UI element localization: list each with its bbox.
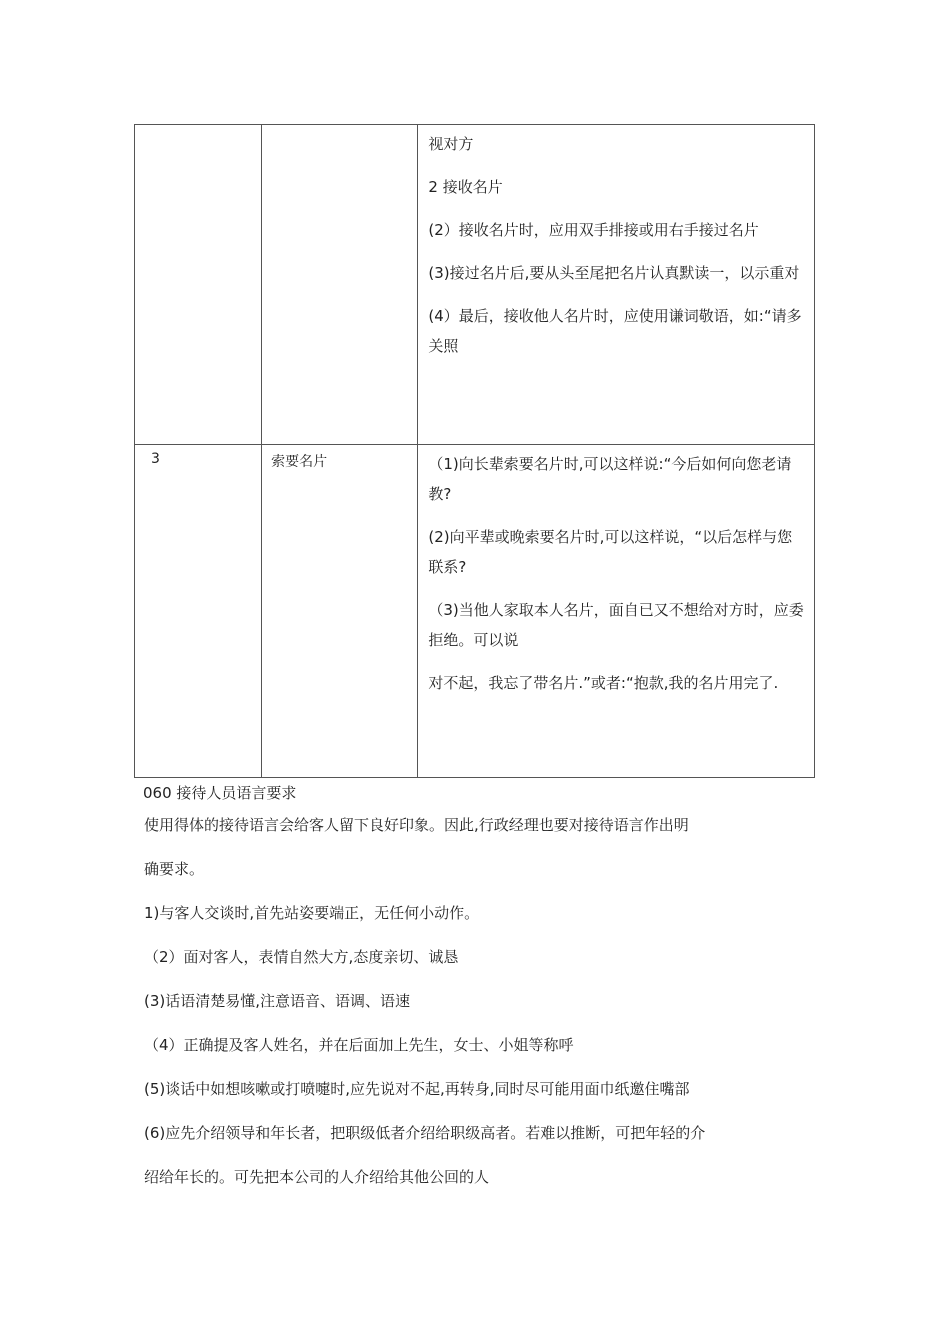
cell-paragraph: 对不起，我忘了带名片.”或者:“抱款,我的名片用完了. <box>428 674 779 692</box>
etiquette-table <box>134 124 815 778</box>
body-line: 确要求。 <box>144 860 205 878</box>
row-content-cell <box>418 125 815 445</box>
cell-paragraph: 视对方 <box>428 135 474 153</box>
section-body <box>144 780 804 1208</box>
body-line: (6)应先介绍领导和年长者，把职级低者介绍给职级高者。若难以推断，可把年轻的介 <box>144 1124 706 1142</box>
row-content-cell <box>418 445 815 778</box>
cell-paragraph: （3)当他人家取本人名片，面自已又不想给对方时，应委拒绝。可以说 <box>428 601 804 649</box>
row-name-cell <box>262 125 418 445</box>
row-name-cell: 索要名片 <box>262 445 418 778</box>
section-heading: 060 接待人员语言要求 <box>143 784 297 802</box>
cell-paragraph: (2）接收名片时，应用双手排接或用右手接过名片 <box>428 221 759 239</box>
table-row <box>135 125 815 445</box>
cell-paragraph: 2 接收名片 <box>428 178 503 196</box>
cell-paragraph: （1)向长辈索要名片时,可以这样说:“今后如何向您老请教? <box>428 455 792 503</box>
row-number-cell: 3 <box>135 445 262 778</box>
body-line: 使用得体的接待语言会给客人留下良好印象。因此,行政经理也要对接待语言作出明 <box>144 816 689 834</box>
body-line: （2）面对客人，表情自然大方,态度亲切、诚恳 <box>144 948 459 966</box>
cell-paragraph: (4）最后，接收他人名片时，应使用谦词敬语，如:“请多关照 <box>428 307 802 355</box>
cell-paragraph: (2)向平辈或晚索要名片时,可以这样说，“以后怎样与您联系? <box>428 528 793 576</box>
body-line: 绍给年长的。可先把本公司的人介绍给其他公回的人 <box>144 1168 490 1186</box>
body-line: （4）正确提及客人姓名，并在后面加上先生，女士、小姐等称呼 <box>144 1036 574 1054</box>
body-line: (3)话语清楚易懂,注意语音、语调、语速 <box>144 992 411 1010</box>
row-number-cell <box>135 125 262 445</box>
body-line: 1)与客人交谈时,首先站姿要端正，无任何小动作。 <box>144 904 480 922</box>
table-row <box>135 445 815 778</box>
body-line: (5)谈话中如想咳嗽或打喷嚏时,应先说对不起,再转身,同时尽可能用面巾纸邀住嘴部 <box>144 1080 690 1098</box>
cell-paragraph: (3)接过名片后,要从头至尾把名片认真默读一，以示重对 <box>428 264 800 282</box>
